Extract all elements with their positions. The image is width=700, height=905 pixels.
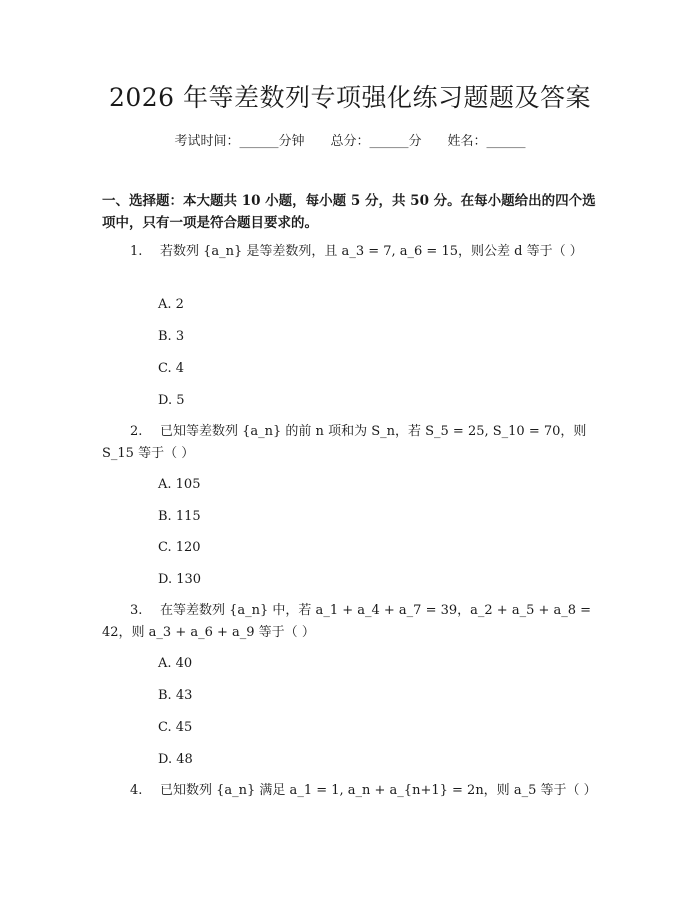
page-title: 2026 年等差数列专项强化练习题题及答案 bbox=[108, 83, 592, 112]
question-number: 1. bbox=[130, 244, 143, 259]
question-4 bbox=[102, 780, 602, 802]
score-field: 总分：______分 bbox=[330, 134, 422, 149]
option-1d: D. 5 bbox=[158, 393, 185, 408]
option-2c: C. 120 bbox=[158, 540, 201, 555]
option-1c: C. 4 bbox=[158, 361, 185, 376]
question-text: 已知等差数列 {a_n} 的前 n 项和为 S_n，若 S_5 = 25, S_10 = 70，则 S_15 等于（ ） bbox=[102, 424, 587, 461]
question-number: 3. bbox=[130, 603, 143, 618]
time-field: 考试时间：______分钟 bbox=[174, 134, 305, 149]
question-1 bbox=[102, 241, 602, 263]
option-2b: B. 115 bbox=[158, 509, 201, 524]
question-text: 已知数列 {a_n} 满足 a_1 = 1, a_n + a_{n+1} = 2n，则 a_5 等于（ ） bbox=[160, 783, 597, 798]
exam-info-line bbox=[0, 133, 700, 151]
option-3d: D. 48 bbox=[158, 752, 193, 767]
question-text: 若数列 {a_n} 是等差数列，且 a_3 = 7, a_6 = 15，则公差 d 等于（ ） bbox=[160, 244, 583, 259]
question-2 bbox=[102, 421, 602, 465]
question-text: 在等差数列 {a_n} 中，若 a_1 + a_4 + a_7 = 39，a_2 + a_5 + a_8 = 42，则 a_3 + a_6 + a_9 等于（ ） bbox=[102, 603, 592, 640]
option-3a: A. 40 bbox=[158, 656, 193, 671]
section-heading: 一、选择题：本大题共 10 小题，每小题 5 分，共 50 分。在每小题给出的四个选项中，只有一项是符合题目要求的。 bbox=[102, 193, 596, 231]
option-1a: A. 2 bbox=[158, 297, 184, 312]
question-number: 4. bbox=[130, 783, 143, 798]
option-2a: A. 105 bbox=[158, 477, 201, 492]
name-field: 姓名：______ bbox=[447, 134, 526, 149]
option-3c: C. 45 bbox=[158, 720, 193, 735]
option-3b: B. 43 bbox=[158, 688, 193, 703]
option-1b: B. 3 bbox=[158, 329, 185, 344]
option-2d: D. 130 bbox=[158, 572, 202, 587]
question-number: 2. bbox=[130, 424, 143, 439]
question-3 bbox=[102, 600, 602, 644]
